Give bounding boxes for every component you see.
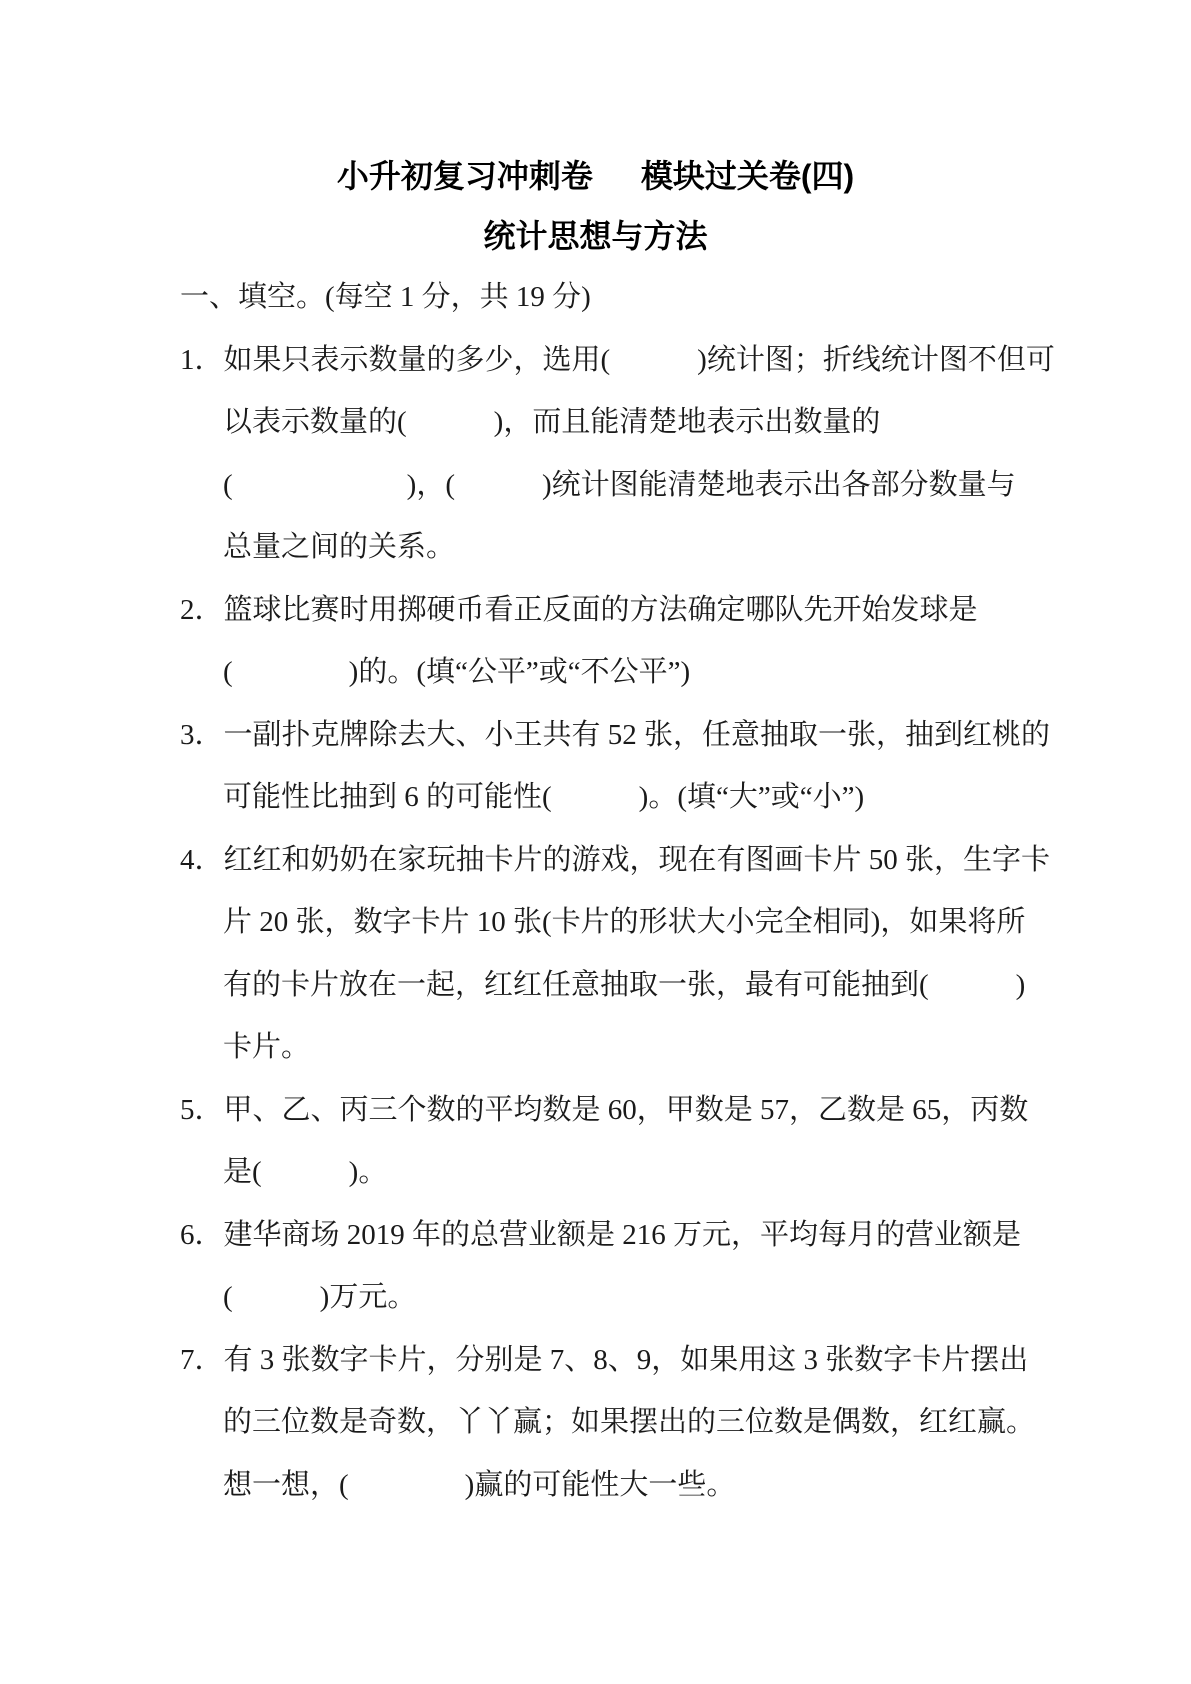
q6-line-2: ( )万元。 (223, 1281, 417, 1313)
section-heading: 一、填空。(每空 1 分，共 19 分) (180, 281, 591, 313)
q4-line-2: 片 20 张，数字卡片 10 张(卡片的形状大小完全相同)，如果将所 (223, 906, 1026, 938)
q4-line-4: 卡片。 (223, 1031, 311, 1063)
question-6 (180, 1204, 1160, 1329)
question-7 (180, 1329, 1160, 1517)
question-1 (180, 329, 1160, 579)
q1-line-3: ( )，( )统计图能清楚地表示出各部分数量与 (223, 468, 1016, 501)
q3-line-1: 3．一副扑克牌除去大、小王共有 52 张，任意抽取一张，抽到红桃的 (180, 718, 1051, 751)
exam-title-right: 模块过关卷(四) (640, 158, 855, 194)
q4-line-1: 4．红红和奶奶在家玩抽卡片的游戏，现在有图画卡片 50 张，生字卡 (180, 843, 1051, 876)
q1-line-1: 1．如果只表示数量的多少，选用( )统计图；折线统计图不但可 (180, 343, 1055, 376)
exam-title-left: 小升初复习冲刺卷 (336, 158, 593, 194)
exam-title (0, 156, 1191, 196)
q5-line-2: 是( )。 (223, 1156, 388, 1188)
q2-line-2: ( )的。(填“公平”或“不公平”) (223, 656, 691, 688)
question-3 (180, 704, 1160, 829)
question-2 (180, 579, 1160, 704)
q7-line-2: 的三位数是奇数，丫丫赢；如果摆出的三位数是偶数，红红赢。 (223, 1406, 1036, 1438)
question-4 (180, 829, 1160, 1079)
q1-line-4: 总量之间的关系。 (223, 531, 456, 563)
q6-line-1: 6．建华商场 2019 年的总营业额是 216 万元，平均每月的营业额是 (180, 1218, 1022, 1251)
q5-line-1: 5．甲、乙、丙三个数的平均数是 60，甲数是 57，乙数是 65，丙数 (180, 1093, 1029, 1126)
q7-line-1: 7．有 3 张数字卡片，分别是 7、8、9，如果用这 3 张数字卡片摆出 (180, 1343, 1029, 1376)
question-5 (180, 1079, 1160, 1204)
q7-line-3: 想一想，( )赢的可能性大一些。 (223, 1468, 736, 1501)
exam-subtitle: 统计思想与方法 (483, 218, 708, 254)
q1-line-2: 以表示数量的( )，而且能清楚地表示出数量的 (223, 406, 881, 438)
q4-line-3: 有的卡片放在一起，红红任意抽取一张，最有可能抽到( ) (223, 968, 1026, 1001)
exam-header (0, 156, 1191, 256)
q3-line-2: 可能性比抽到 6 的可能性( )。(填“大”或“小”) (223, 781, 865, 813)
section-one (180, 266, 1160, 1516)
q2-line-1: 2．篮球比赛时用掷硬币看正反面的方法确定哪队先开始发球是 (180, 593, 978, 626)
